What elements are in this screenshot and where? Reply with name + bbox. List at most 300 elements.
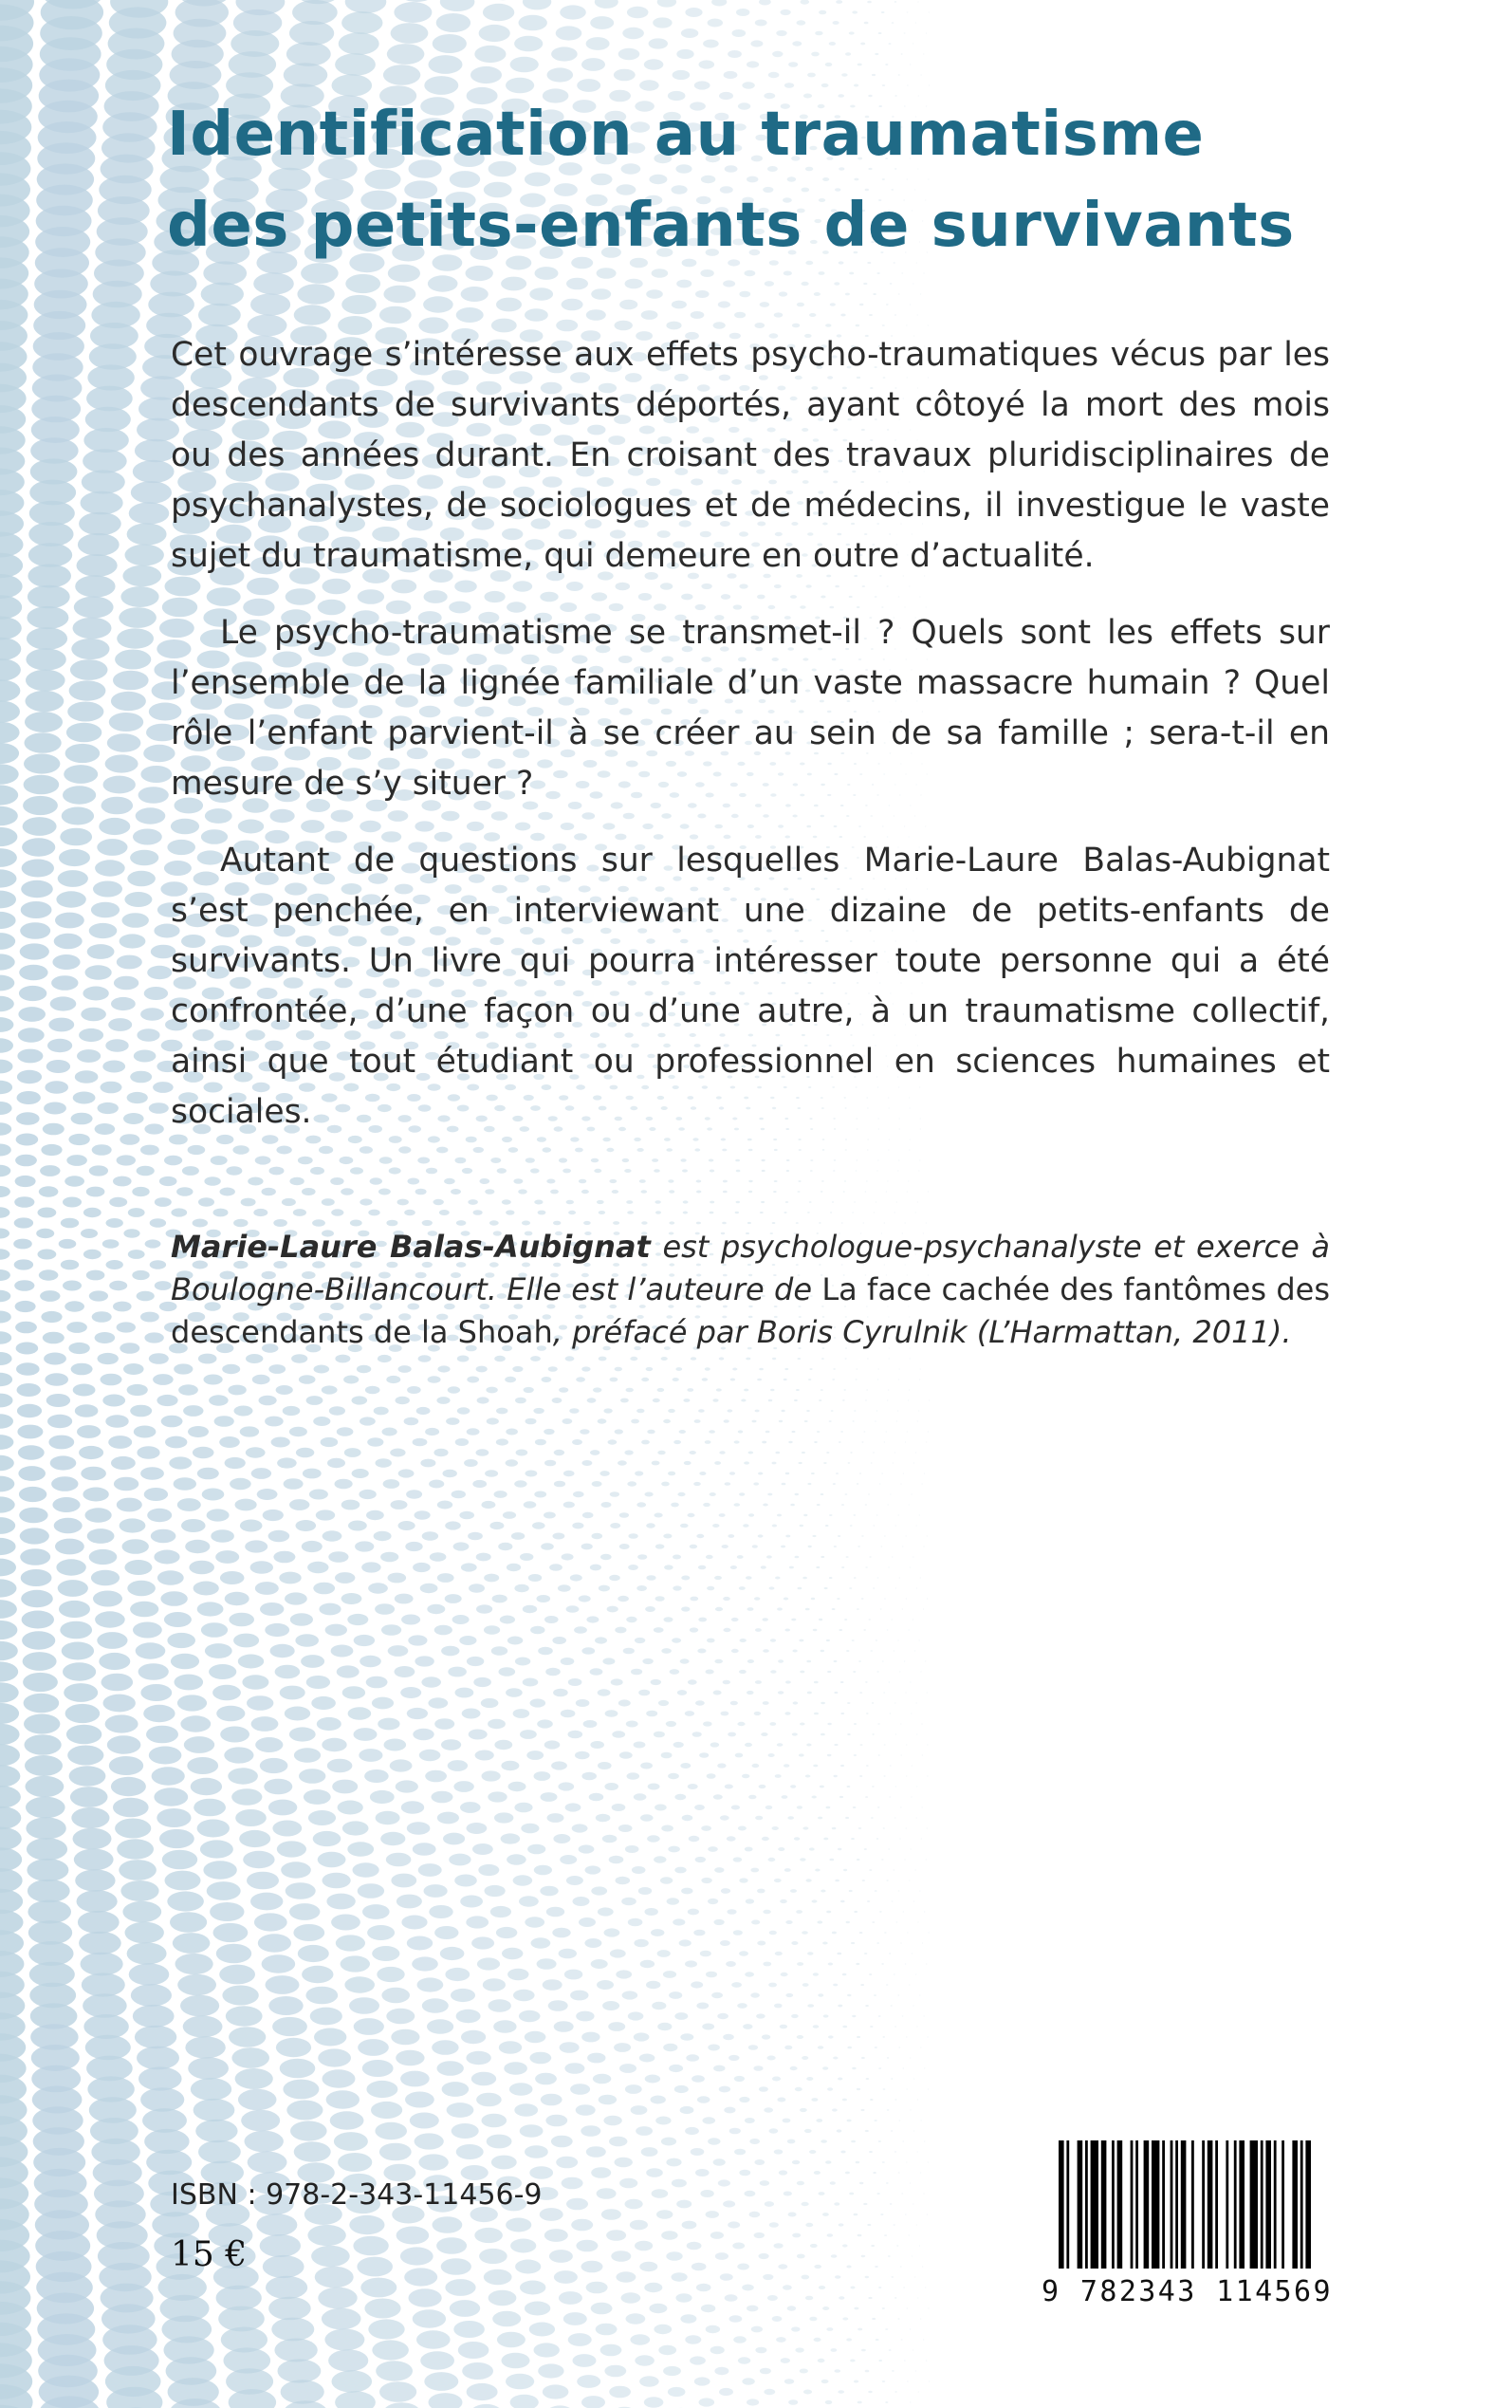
background-dot [870, 2026, 873, 2028]
background-dot [772, 2316, 783, 2322]
background-dot [776, 2337, 786, 2343]
background-dot [681, 28, 698, 38]
background-dot [220, 1571, 245, 1584]
background-dot [560, 2042, 580, 2053]
background-dot [798, 1358, 802, 1360]
background-dot [119, 1860, 157, 1880]
background-dot [765, 2201, 774, 2207]
background-dot [89, 1290, 108, 1301]
background-dot [576, 1699, 590, 1707]
background-dot [122, 913, 149, 928]
background-dot [625, 2199, 643, 2210]
background-dot [41, 1144, 62, 1156]
background-dot [460, 1802, 481, 1813]
background-dot [271, 1437, 290, 1448]
background-dot [612, 1804, 626, 1811]
background-dot [747, 1691, 754, 1695]
background-dot [905, 1693, 906, 1694]
background-dot [898, 74, 900, 75]
background-dot [772, 1222, 776, 1224]
background-dot [0, 1102, 12, 1115]
background-dot [157, 1808, 191, 1827]
background-dot [334, 2132, 368, 2151]
background-dot [873, 1526, 875, 1527]
background-dot [922, 1943, 923, 1944]
background-dot [834, 1692, 838, 1694]
background-dot [577, 2375, 600, 2388]
background-dot [455, 1438, 469, 1446]
background-dot [77, 1890, 118, 1913]
background-dot [553, 1689, 568, 1697]
background-dot [821, 2139, 827, 2143]
background-dot [0, 1847, 22, 1872]
background-dot [289, 1499, 309, 1510]
background-dot [775, 1452, 780, 1454]
background-dot [872, 1786, 875, 1787]
background-dot [111, 1777, 146, 1796]
background-dot [102, 1395, 125, 1407]
barcode-bar [1117, 2140, 1123, 2269]
background-dot [26, 670, 65, 692]
background-dot [878, 2067, 881, 2069]
background-dot [615, 1367, 622, 1372]
background-dot [324, 2329, 364, 2351]
background-dot [631, 2105, 648, 2115]
background-dot [546, 1907, 564, 1917]
background-dot [0, 933, 15, 950]
background-dot [337, 1427, 354, 1436]
background-dot [876, 2339, 879, 2341]
background-dot [908, 1181, 909, 1182]
background-dot [583, 1720, 598, 1728]
background-dot [630, 2334, 650, 2344]
background-dot [544, 2229, 568, 2242]
background-dot [739, 2170, 750, 2176]
background-dot [566, 278, 588, 290]
background-dot [500, 1616, 515, 1624]
background-dot [63, 786, 96, 804]
background-dot [54, 934, 83, 949]
background-dot [514, 2103, 538, 2117]
background-dot [790, 2066, 798, 2070]
background-dot [842, 1399, 845, 1400]
background-dot [220, 1727, 249, 1743]
background-dot [453, 1542, 470, 1550]
background-dot [554, 2021, 574, 2032]
background-dot [149, 1747, 182, 1765]
background-dot [379, 2381, 416, 2402]
background-dot [722, 1222, 727, 1225]
background-dot [81, 491, 123, 515]
background-dot [689, 1836, 700, 1842]
background-dot [203, 1861, 236, 1879]
background-dot [857, 2234, 862, 2237]
background-dot [591, 1886, 607, 1895]
background-dot [772, 1462, 777, 1465]
background-dot [782, 1410, 785, 1412]
background-dot [719, 1357, 725, 1360]
background-dot [24, 753, 60, 773]
background-dot [501, 1761, 519, 1770]
background-dot [502, 1199, 511, 1204]
background-dot [792, 1431, 796, 1433]
background-dot [382, 1428, 397, 1436]
background-dot [746, 1358, 750, 1361]
background-dot [861, 1441, 863, 1442]
background-dot [792, 2160, 800, 2165]
background-dot [507, 1637, 523, 1645]
background-dot [681, 1576, 690, 1581]
background-dot [592, 1481, 602, 1487]
background-dot [437, 1365, 450, 1372]
background-dot [808, 1546, 812, 1547]
background-dot [624, 1169, 631, 1173]
background-dot [681, 1888, 692, 1895]
background-dot [514, 1584, 528, 1592]
background-dot [348, 1521, 367, 1531]
background-dot [609, 1856, 624, 1864]
background-dot [709, 1430, 715, 1434]
background-dot [459, 1636, 476, 1645]
background-dot [147, 966, 172, 979]
background-dot [584, 1938, 601, 1948]
background-dot [805, 1775, 811, 1778]
background-dot [484, 1885, 505, 1897]
background-dot [808, 1379, 811, 1380]
background-dot [860, 1984, 864, 1986]
background-dot [494, 1812, 513, 1823]
background-dot [865, 1504, 867, 1505]
background-dot [711, 1992, 723, 1998]
background-dot [873, 1453, 875, 1454]
background-dot [883, 2088, 886, 2090]
background-dot [0, 869, 17, 887]
background-dot [646, 2168, 663, 2177]
background-dot [128, 1208, 145, 1217]
background-dot [603, 1408, 612, 1413]
background-dot [419, 1750, 441, 1761]
background-dot [534, 1865, 552, 1876]
background-dot [864, 1953, 867, 1954]
background-dot [797, 1806, 802, 1808]
background-dot [638, 1690, 650, 1696]
background-dot [634, 1793, 647, 1800]
background-dot [474, 2228, 503, 2243]
background-dot [144, 1488, 168, 1501]
background-dot [128, 1250, 145, 1259]
background-dot [289, 1903, 320, 1920]
background-dot [685, 2127, 699, 2135]
background-dot [889, 1682, 891, 1683]
author-bio-paragraph [171, 1226, 1330, 1354]
background-dot [744, 1389, 748, 1392]
background-dot [58, 1580, 88, 1597]
background-dot [99, 1653, 130, 1670]
background-dot [127, 1384, 148, 1396]
background-dot [703, 40, 719, 48]
background-dot [40, 1165, 60, 1176]
background-dot [254, 1913, 287, 1931]
background-dot [191, 1778, 222, 1795]
background-dot [854, 2214, 858, 2216]
background-dot [14, 1259, 33, 1269]
background-dot [876, 1639, 877, 1640]
background-dot [427, 2019, 453, 2033]
background-dot [445, 1968, 470, 1981]
background-dot [891, 2005, 893, 2006]
background-dot [827, 1754, 832, 1756]
background-dot [18, 1007, 46, 1022]
background-dot [413, 1438, 428, 1447]
background-dot [216, 1706, 245, 1722]
background-dot [209, 1395, 229, 1405]
background-dot [777, 2098, 785, 2102]
background-dot [235, 1499, 257, 1511]
background-dot [641, 2147, 658, 2157]
background-dot [813, 1973, 819, 1975]
background-dot [738, 1430, 744, 1433]
background-dot [132, 1187, 149, 1196]
background-dot [469, 1730, 488, 1740]
background-dot [907, 1192, 908, 1193]
background-dot [559, 2291, 582, 2305]
background-dot [457, 1407, 470, 1414]
background-dot [407, 1936, 433, 1951]
background-dot [916, 1818, 917, 1819]
background-dot [876, 1515, 878, 1516]
background-dot [17, 1383, 41, 1397]
background-dot [644, 2283, 662, 2292]
background-dot [565, 1356, 575, 1361]
background-dot [865, 2130, 869, 2132]
background-dot [822, 2066, 828, 2069]
background-dot [134, 1050, 157, 1063]
background-dot [117, 1322, 136, 1332]
background-dot [250, 1561, 273, 1573]
background-dot [115, 1819, 151, 1839]
background-dot [625, 279, 643, 289]
background-dot [854, 1911, 857, 1913]
background-dot [331, 1645, 354, 1658]
background-dot [108, 1018, 132, 1031]
background-dot [439, 1210, 450, 1215]
background-dot [906, 1599, 907, 1600]
background-dot [111, 1456, 136, 1470]
background-dot [360, 1198, 372, 1205]
background-dot [647, 1430, 655, 1435]
background-dot [866, 2078, 870, 2080]
background-dot [923, 273, 924, 274]
background-dot [563, 2312, 587, 2325]
background-dot [699, 60, 715, 68]
background-dot [620, 1398, 629, 1403]
background-dot [696, 1534, 704, 1538]
background-dot [211, 1529, 234, 1543]
background-dot [599, 1585, 610, 1592]
background-dot [513, 1990, 535, 2001]
background-dot [680, 2033, 693, 2041]
background-dot [897, 1171, 898, 1172]
barcode-bar [1208, 2140, 1213, 2269]
background-dot [615, 1627, 626, 1634]
background-dot [432, 2040, 458, 2055]
background-dot [498, 1543, 512, 1550]
background-dot [24, 775, 60, 795]
background-dot [416, 1407, 431, 1415]
background-dot [822, 2306, 829, 2310]
background-dot [17, 1049, 43, 1064]
background-dot [598, 1689, 611, 1696]
background-dot [544, 1512, 556, 1519]
background-dot [323, 1530, 342, 1541]
background-dot [768, 1858, 776, 1862]
background-dot [154, 1787, 188, 1806]
background-dot [853, 1671, 856, 1673]
background-dot [819, 1222, 821, 1223]
background-dot [928, 2308, 929, 2309]
background-dot [103, 776, 136, 794]
background-dot [831, 2254, 838, 2258]
background-dot [241, 1198, 256, 1207]
background-dot [65, 1301, 84, 1311]
background-dot [64, 1683, 98, 1702]
background-dot [230, 1478, 251, 1490]
background-dot [809, 2150, 816, 2154]
background-dot [596, 1814, 611, 1823]
background-dot [802, 1931, 808, 1935]
background-dot [894, 314, 896, 315]
background-dot [198, 2140, 241, 2164]
background-dot [691, 1357, 696, 1361]
background-dot [0, 1331, 11, 1343]
background-dot [357, 2257, 393, 2277]
background-dot [0, 1744, 20, 1766]
background-dot [856, 324, 860, 327]
background-dot [889, 1953, 891, 1954]
background-dot [687, 2242, 702, 2251]
background-dot [770, 1639, 776, 1641]
background-dot [358, 1883, 384, 1899]
background-dot [714, 1659, 723, 1664]
background-dot [657, 2023, 672, 2030]
background-dot [302, 1966, 333, 1983]
background-dot [666, 2251, 682, 2261]
background-dot [280, 2059, 316, 2079]
background-dot [634, 1742, 646, 1749]
background-dot [456, 2144, 484, 2159]
background-dot [864, 1848, 867, 1850]
background-dot [710, 1170, 714, 1173]
background-dot [124, 1560, 152, 1575]
background-dot [136, 1642, 166, 1658]
background-dot [703, 1721, 712, 1726]
background-dot [881, 11, 885, 13]
background-dot [157, 1570, 184, 1584]
background-dot [563, 1471, 575, 1476]
background-dot [618, 1825, 633, 1832]
background-dot [564, 1970, 582, 1980]
background-dot [841, 73, 847, 76]
background-dot [519, 2010, 541, 2022]
background-dot [69, 1766, 106, 1786]
background-dot [268, 2297, 311, 2321]
blurb-paragraph-3: Autant de questions sur lesquelles Marie-Laure Balas-Aubignat s’est penchée, en interviewant une dizaine de petits-enfants de survivants. Un livre qui pourra intéresser toute personne qui a été confrontée, d’une façon ou d’une autre, à un traumatisme collectif, ainsi que tout étudiant ou professionnel en sciences humaines et sociales. [171, 842, 1330, 1131]
background-dot [409, 2288, 442, 2306]
background-dot [0, 954, 15, 970]
background-dot [507, 1969, 528, 1980]
background-dot [730, 1565, 737, 1569]
background-dot [793, 1701, 799, 1704]
background-dot [884, 1932, 886, 1933]
background-dot [395, 1666, 415, 1677]
background-dot [0, 1165, 10, 1176]
background-dot [905, 1442, 906, 1443]
background-dot [883, 1693, 885, 1694]
background-dot [391, 1500, 408, 1510]
background-dot [162, 1850, 197, 1870]
background-dot [708, 1899, 718, 1904]
background-dot [604, 1928, 620, 1936]
background-dot [371, 2102, 402, 2119]
background-dot [719, 1513, 726, 1517]
background-dot [903, 1912, 904, 1913]
background-dot [850, 2287, 855, 2289]
background-dot [81, 1953, 123, 1976]
background-dot [145, 1239, 161, 1248]
background-dot [881, 1963, 884, 1964]
background-dot [468, 1199, 478, 1205]
background-dot [210, 1902, 244, 1921]
background-dot [429, 2393, 463, 2408]
background-dot [917, 2, 918, 3]
background-dot [734, 1503, 741, 1507]
background-dot [0, 743, 19, 764]
background-dot [680, 1763, 691, 1769]
background-dot [546, 1179, 555, 1184]
background-dot [518, 1189, 527, 1194]
background-dot [915, 2371, 916, 2372]
background-dot [0, 1038, 13, 1052]
background-dot [280, 1686, 305, 1700]
background-dot [837, 1953, 841, 1955]
background-dot [924, 2016, 925, 2017]
background-dot [68, 1134, 89, 1145]
title-line-2: des petits-enfants de survivants [167, 191, 1295, 261]
background-dot [901, 2194, 903, 2195]
background-dot [289, 1727, 316, 1741]
background-dot [657, 1451, 665, 1455]
background-dot [745, 2191, 756, 2196]
background-dot [871, 1650, 873, 1651]
background-dot [86, 1270, 105, 1281]
background-dot [754, 1712, 761, 1715]
background-dot [679, 1430, 686, 1434]
background-dot [16, 1362, 40, 1375]
background-dot [564, 2063, 584, 2074]
background-dot [926, 1223, 927, 1224]
background-dot [120, 1880, 158, 1901]
background-dot [787, 2139, 796, 2144]
background-dot [434, 1718, 454, 1730]
background-dot [372, 2340, 409, 2360]
background-dot [702, 2024, 714, 2030]
background-dot [777, 1743, 784, 1747]
background-dot [449, 1854, 470, 1866]
background-dot [792, 1650, 797, 1653]
background-dot [734, 1440, 740, 1443]
background-dot [0, 975, 14, 991]
background-dot [646, 1575, 655, 1581]
